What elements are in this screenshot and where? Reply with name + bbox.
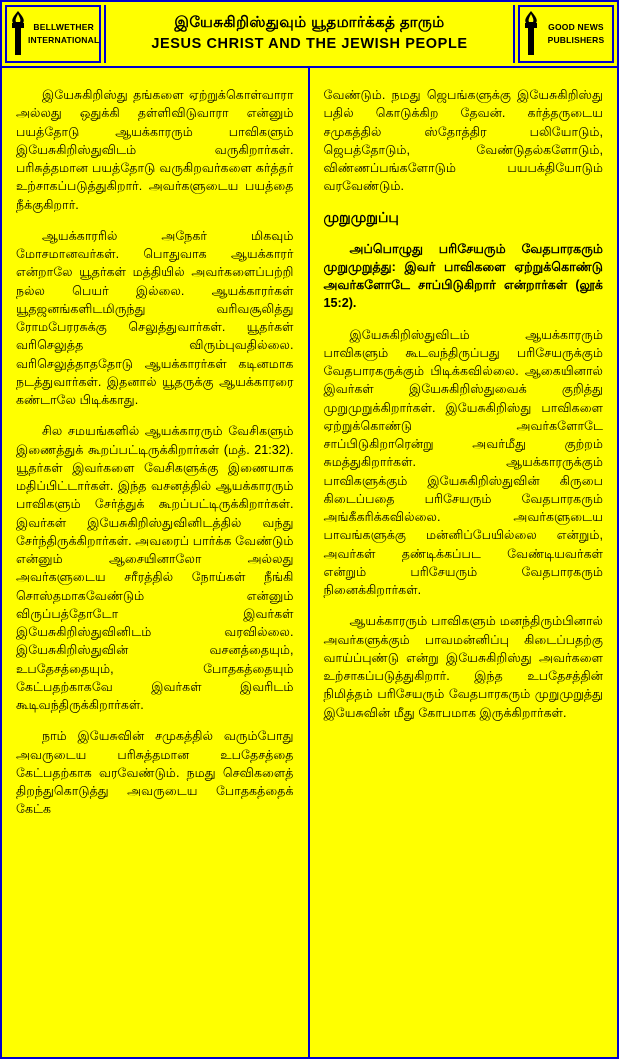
paragraph: ஆயக்காரரில் அநேகர் மிகவும் மோசமானவர்கள். பொதுவாக ஆயக்காரர் என்றாலே யூதர்கள் மத்தியில் அவர்களைப்பற்றி நல்ல பெயர் இல்லை. ஆயக்காரர்கள் யூதஜனங்களிடமிருந்து வரிவசூலித்து ரோமபேரரசுக்கு செலுத்துவார்கள். யூதர்கள் வரிசெலுத்த விரும்புவதில்லை. வரிசெலுத்தாததோடு ஆயக்காரர்கள் கடினமாக நடத்துவார்கள். இதனால் யூதருக்கு ஆயக்காரரை கண்டாலே பிடிக்காது.: [16, 228, 294, 407]
right-column: [310, 68, 618, 1057]
paragraph: இயேசுகிறிஸ்துவிடம் ஆயக்காரரும் பாவிகளும் கூடவந்திருப்பது பரிசேயருக்கும் வேதபாரகருக்கும் பிடிக்கவில்லை. ஆகையினால் இவர்கள் இயேசுகிறிஸ்துவைக் குறித்து முறுமுறுக்கிறார்கள். இயேசுகிறிஸ்து பாவிகளை ஏற்றுக்கொண்டு அவர்களோடே சாப்பிடுகிறாரென்று அவர்மீது குற்றம் சுமத்துகிறார்கள். ஆயக்காரருக்கும் பாவிகளுக்கும் இயேசுகிறிஸ்துவின் கிருபை கிடைப்பதை பரிசேயரும் வேதபாரகரும் அங்கீகரிக்கவில்லை. அவர்களுடைய பாவங்களுக்கு மன்னிப்பேயில்லை என்றும், அவர்கள் தண்டிக்கப்பட வேண்டியவர்கள் என்றும் பரிசேயரும் வேதபாரகரும் நினைக்கிறார்கள்.: [323, 327, 603, 597]
page-header: [2, 2, 617, 68]
publisher-logo-left-line1: BELLWETHER: [33, 21, 94, 32]
title-tamil: இயேசுகிறிஸ்துவும் யூதமார்க்கத் தாரும்: [174, 14, 445, 32]
title-english: JESUS CHRIST AND THE JEWISH PEOPLE: [151, 35, 468, 52]
page-title: [104, 5, 515, 63]
body-columns: [2, 68, 617, 1057]
paragraph: சில சமயங்களில் ஆயக்காரரும் வேசிகளும் இணைத்துக் கூறப்பட்டிருக்கிறார்கள் (மத். 21:32). யூதர்கள் இவர்களை வேசிகளுக்கு இணையாக மதிப்பிட்டார்கள். இந்த வசனத்தில் ஆயக்காரரும் பாவிகளும் சேர்த்துக் கூறப்பட்டிருக்கிறார்கள். இவர்கள் இயேசுகிறிஸ்துவினிடத்தில் வந்து சேர்ந்திருக்கிறார்கள். அவரைப் பார்க்க வேண்டும் என்னும் ஆசையினாலோ அல்லது அவர்களுடைய சரீரத்தில் நோய்கள் நீங்கி சொஸ்தமாகவேண்டும் என்னும் விருப்பத்தோடோ இவர்கள் இயேசுகிறிஸ்துவினிடம் வரவில்லை. இயேசுகிறிஸ்துவின் வசனத்தையும், உபதேசத்தையும், போதகத்தையும் கேட்பதற்காகவே இவர்கள் இவரிடம் கூடிவந்திருக்கிறார்கள்.: [16, 424, 294, 712]
torch-icon: [521, 8, 541, 60]
section-heading: முறுமுறுப்பு: [323, 208, 399, 225]
left-column: [2, 68, 310, 1057]
paragraph-continued: வேண்டும். நமது ஜெபங்களுக்கு இயேசுகிறிஸ்து பதில் கொடுக்கிற தேவன். கர்த்தருடைய சமுகத்தில் ஸ்தோத்திர பலியோடும், ஜெபத்தோடும், வேண்டுதல்களோடும், விண்ணப்பங்களோடும் பயபக்தியோடும் வரவேண்டும்.: [323, 88, 603, 194]
publisher-logo-right-line1: GOOD NEWS: [548, 21, 604, 32]
paragraph: நாம் இயேசுவின் சமுகத்தில் வரும்போது அவருடைய பரிசுத்தமான உபதேசத்தை கேட்பதற்காக வரவேண்டும். நமது செவிகளைத் திறந்துகொடுத்து அவருடைய போதகத்தைக் கேட்க: [16, 729, 294, 817]
publisher-logo-right: [518, 5, 614, 63]
paragraph: இயேசுகிறிஸ்து தங்களை ஏற்றுக்கொள்வாரா அல்லது ஒதுக்கி தள்ளிவிடுவாரா என்னும் பயத்தோடு ஆயக்காரரும் பாவிகளும் இயேசுகிறிஸ்துவிடம் வருகிறார்கள். பரிசுத்தமான பயத்தோடு வருகிறவர்களை கர்த்தர் உற்சாகப்படுத்துகிறார். அவர்களுடைய பயத்தை நீக்குகிறார்.: [16, 88, 294, 212]
torch-icon: [8, 8, 28, 60]
publisher-logo-right-line2: PUBLISHERS: [547, 35, 605, 45]
paragraph: ஆயக்காரரும் பாவிகளும் மனந்திரும்பினால் அவர்களுக்கும் பாவமன்னிப்பு கிடைப்பதற்கு வாய்ப்புண்டு என்று இயேசுகிறிஸ்து அவர்களை உற்சாகப்படுத்துகிறார். இந்த உபதேசத்தின் நிமித்தம் பரிசேயரும் வேதபாரகரும் முறுமுறுத்து இயேசுவின் மீது கோபமாக இருக்கிறார்கள்.: [323, 614, 603, 720]
publisher-logo-left: [5, 5, 101, 63]
publisher-logo-left-line2: INTERNATIONAL: [28, 35, 100, 45]
scripture-quote: அப்பொழுது பரிசேயரும் வேதபாரகரும் முறுமுறுத்து: இவர் பாவிகளை ஏற்றுக்கொண்டு அவர்களோடே சாப்பிடுகிறார் என்றார்கள் (லூக் 15:2).: [323, 241, 603, 311]
